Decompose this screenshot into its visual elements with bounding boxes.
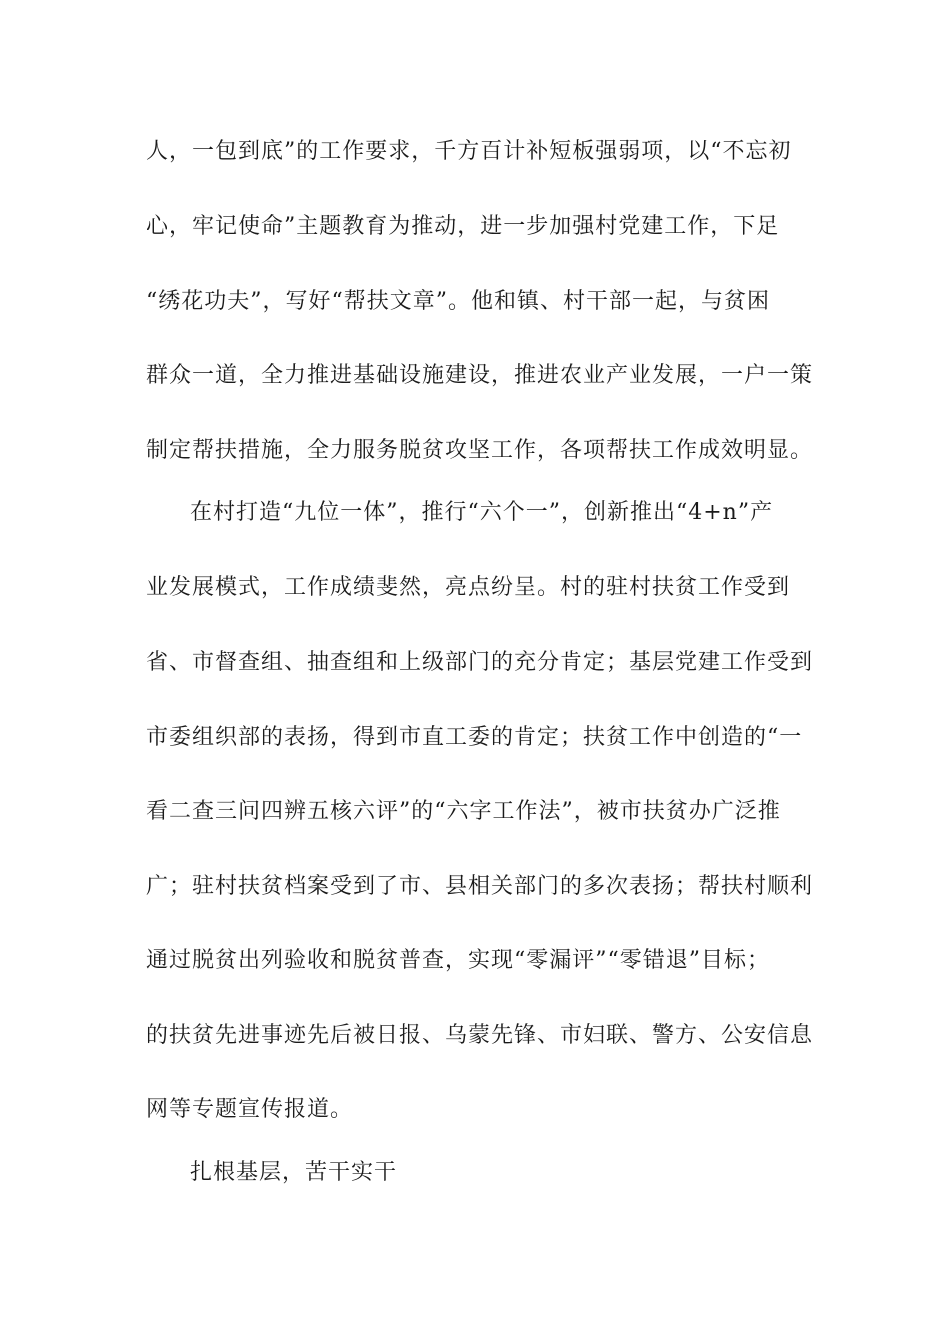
paragraph-line: 广；驻村扶贫档案受到了市、县相关部门的多次表扬；帮扶村顺利 (146, 874, 814, 899)
paragraph-line: 在村打造“九位一体”，推行“六个一”，创新推出“4+n”产 (190, 500, 774, 525)
paragraph-line: 心，牢记使命”主题教育为推动，进一步加强村党建工作，下足 (146, 214, 780, 239)
paragraph-line: 通过脱贫出列验收和脱贫普查，实现“零漏评”“零错退”目标； (146, 948, 770, 973)
section-heading: 扎根基层，苦干实干 (190, 1160, 398, 1185)
paragraph-line: 看二查三问四辨五核六评”的“六字工作法”，被市扶贫办广泛推 (146, 799, 781, 824)
paragraph-line: 人，一包到底”的工作要求，千方百计补短板强弱项，以“不忘初 (146, 139, 792, 164)
paragraph-line: 省、市督查组、抽查组和上级部门的充分肯定；基层党建工作受到 (146, 650, 814, 675)
paragraph-line: 市委组织部的表扬，得到市直工委的肯定；扶贫工作中创造的“一 (146, 725, 803, 750)
paragraph-line: 网等专题宣传报道。 (146, 1097, 354, 1122)
paragraph-line: 业发展模式，工作成绩斐然，亮点纷呈。村的驻村扶贫工作受到 (146, 575, 791, 600)
paragraph-line: “绣花功夫”，写好“帮扶文章”。他和镇、村干部一起，与贫困 (146, 289, 770, 314)
paragraph-line: 群众一道，全力推进基础设施建设，推进农业产业发展，一户一策 (146, 363, 814, 388)
paragraph-line: 制定帮扶措施，全力服务脱贫攻坚工作，各项帮扶工作成效明显。 (146, 438, 814, 463)
paragraph-line: 的扶贫先进事迹先后被日报、乌蒙先锋、市妇联、警方、公安信息 (146, 1023, 814, 1048)
